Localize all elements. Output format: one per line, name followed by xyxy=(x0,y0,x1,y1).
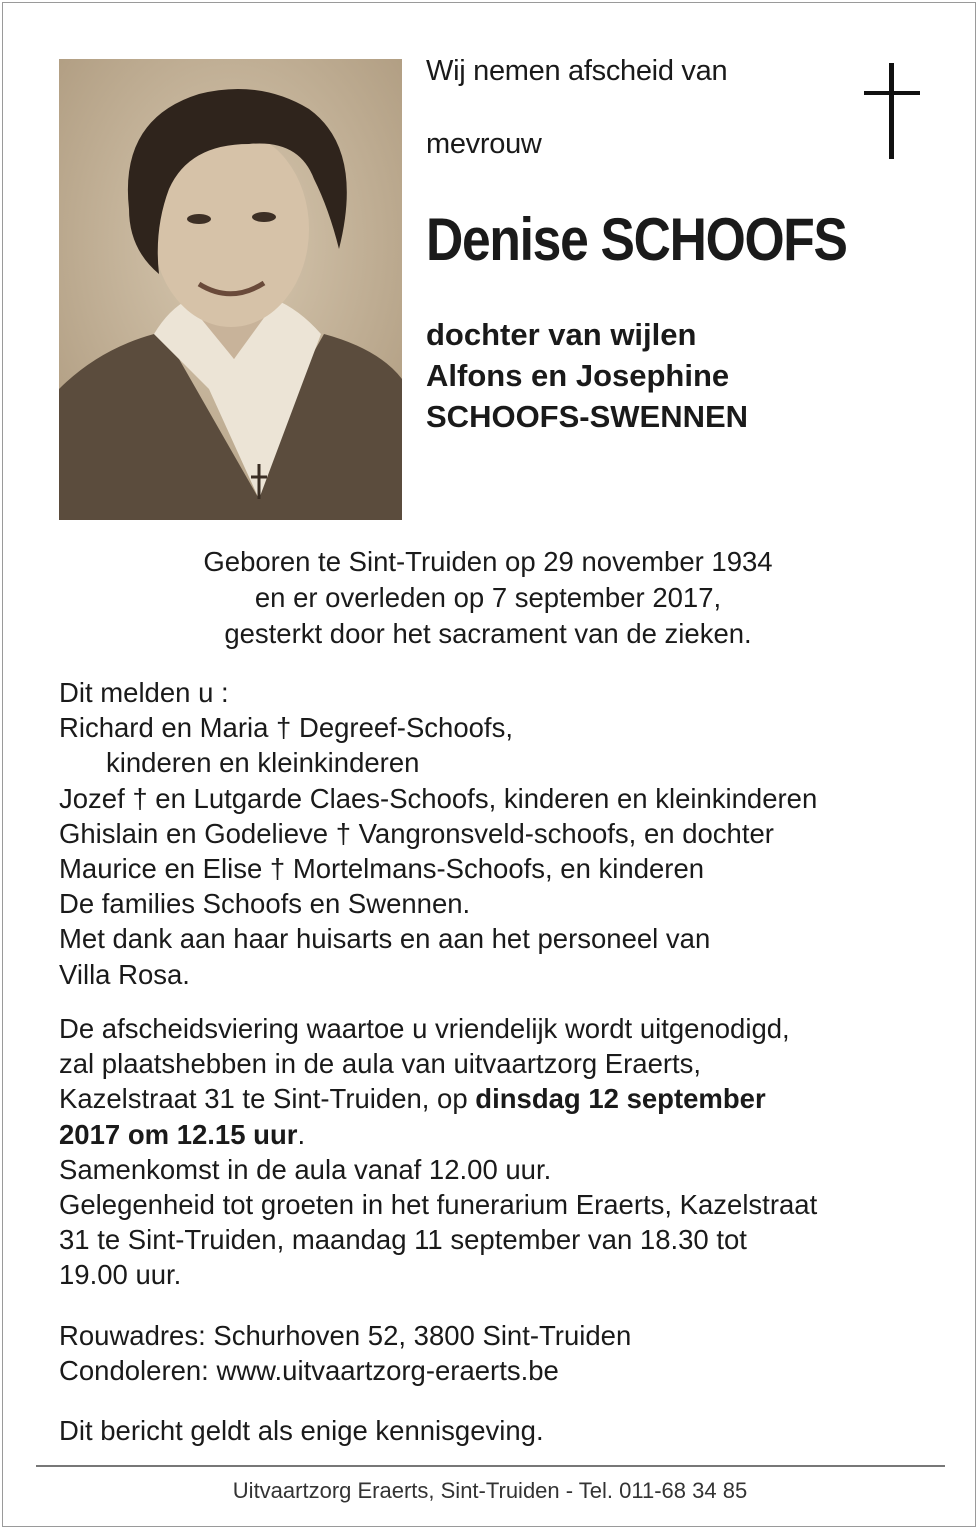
parents-line: SCHOOFS-SWENNEN xyxy=(426,399,749,434)
family-block xyxy=(59,675,817,992)
family-line: Ghislain en Godelieve † Vangronsveld-schoofs, en dochter xyxy=(59,817,774,849)
ceremony-date: dinsdag 12 september xyxy=(475,1083,766,1115)
portrait-photo xyxy=(59,59,402,520)
ceremony-line xyxy=(59,1081,817,1116)
ceremony-line: Samenkomst in de aula vanaf 12.00 uur. xyxy=(59,1153,552,1185)
ceremony-block xyxy=(59,1011,817,1293)
honorific: mevrouw xyxy=(426,128,542,160)
family-line: De families Schoofs en Swennen. xyxy=(59,888,471,920)
contact-block xyxy=(59,1318,631,1388)
parents-line: dochter van wijlen xyxy=(426,317,697,352)
notice-text: Dit bericht geldt als enige kennisgeving. xyxy=(59,1415,544,1446)
parents-line: Alfons en Josephine xyxy=(426,358,730,393)
sacrament-line: gesterkt door het sacrament van de zieken. xyxy=(224,618,752,649)
family-line: Met dank aan haar huisarts en aan het personeel van xyxy=(59,923,711,955)
family-line: Richard en Maria † Degreef-Schoofs, xyxy=(59,712,513,744)
mourning-address: Rouwadres: Schurhoven 52, 3800 Sint-Truiden xyxy=(59,1320,632,1351)
cross-icon xyxy=(864,63,920,159)
intro-text: Wij nemen afscheid van xyxy=(426,55,728,87)
birth-death-block xyxy=(0,544,976,652)
footer-text: Uitvaartzorg Eraerts, Sint-Truiden - Tel. 011-68 34 85 xyxy=(232,1478,748,1503)
family-line: kinderen en kleinkinderen xyxy=(106,747,420,779)
family-line: Jozef † en Lutgarde Claes-Schoofs, kinderen en kleinkinderen xyxy=(59,782,818,814)
ceremony-period: . xyxy=(297,1118,306,1150)
ceremony-line: 19.00 uur. xyxy=(59,1259,182,1291)
death-line: en er overleden op 7 september 2017, xyxy=(254,582,722,613)
ceremony-address: Kazelstraat 31 te Sint-Truiden, op xyxy=(59,1083,476,1115)
condolence-link[interactable]: Condoleren: www.uitvaartzorg-eraerts.be xyxy=(59,1355,559,1387)
ceremony-line: 31 te Sint-Truiden, maandag 11 september van 18.30 tot xyxy=(59,1224,747,1256)
ceremony-line: Gelegenheid tot groeten in het funerarium Eraerts, Kazelstraat xyxy=(59,1189,818,1221)
parents-block xyxy=(426,314,748,437)
ceremony-line: zal plaatshebben in de aula van uitvaartzorg Eraerts, xyxy=(59,1048,702,1080)
family-line: Villa Rosa. xyxy=(59,958,190,990)
family-line: Maurice en Elise † Mortelmans-Schoofs, en kinderen xyxy=(59,853,705,885)
footer-divider xyxy=(36,1465,945,1467)
birth-line: Geboren te Sint-Truiden op 29 november 1934 xyxy=(203,546,773,577)
ceremony-time: 2017 om 12.15 uur xyxy=(59,1118,298,1150)
deceased-name: Denise SCHOOFS xyxy=(426,206,847,273)
ceremony-line: De afscheidsviering waartoe u vriendelijk wordt uitgenodigd, xyxy=(59,1013,790,1044)
family-intro: Dit melden u : xyxy=(59,677,229,708)
ceremony-line xyxy=(59,1117,817,1152)
